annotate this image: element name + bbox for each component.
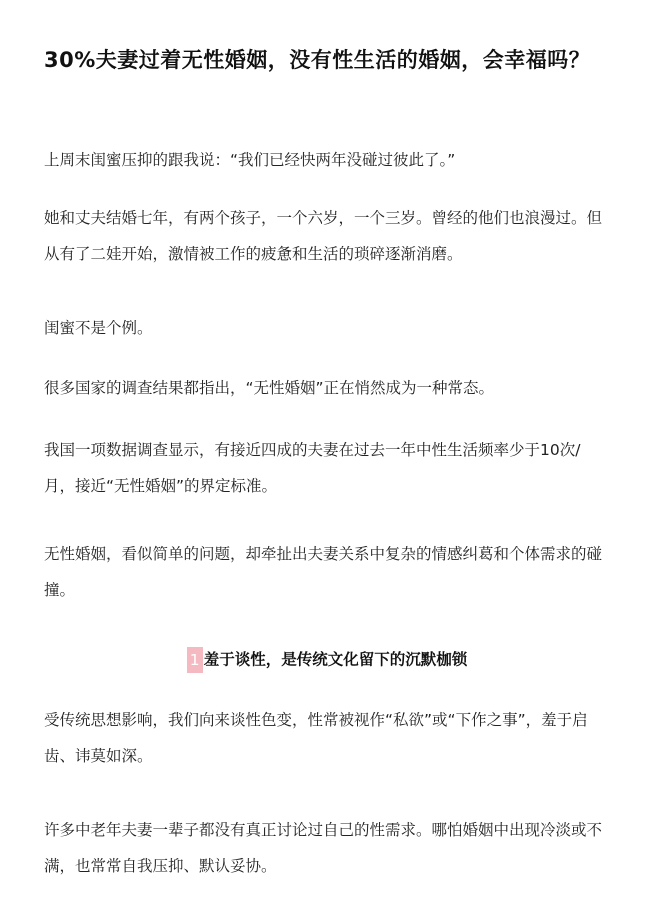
paragraph: 很多国家的调查结果都指出，“无性婚姻”正在悄然成为一种常态。 <box>44 379 495 397</box>
section-heading-content <box>187 644 468 675</box>
paragraph: 她和丈夫结婚七年，有两个孩子，一个六岁，一个三岁。曾经的他们也浪漫过。但从有了二娃开始，激情被工作的疲惫和生活的琐碎逐渐消磨。 <box>44 209 603 263</box>
article-title: 30%夫妻过着无性婚姻，没有性生活的婚姻，会幸福吗？ <box>44 48 591 72</box>
paragraph: 我国一项数据调查显示，有接近四成的夫妻在过去一年中性生活频率少于10次/月，接近“无性婚姻”的界定标准。 <box>44 441 581 495</box>
paragraph: 许多中老年夫妻一辈子都没有真正讨论过自己的性需求。哪怕婚姻中出现冷淡或不满，也常常自我压抑、默认妥协。 <box>44 821 603 875</box>
section-heading <box>44 644 610 674</box>
paragraph: 上周末闺蜜压抑的跟我说：“我们已经快两年没碰过彼此了。” <box>44 151 456 169</box>
section-number-badge: 1 <box>187 647 203 673</box>
paragraph: 无性婚姻，看似简单的问题，却牵扯出夫妻关系中复杂的情感纠葛和个体需求的碰撞。 <box>44 545 603 599</box>
paragraph: 受传统思想影响，我们向来谈性色变，性常被视作“私欲”或“下作之事”，羞于启齿、讳莫如深。 <box>44 711 588 765</box>
section-title: 羞于谈性，是传统文化留下的沉默枷锁 <box>203 650 468 669</box>
paragraph: 闺蜜不是个例。 <box>44 319 153 337</box>
